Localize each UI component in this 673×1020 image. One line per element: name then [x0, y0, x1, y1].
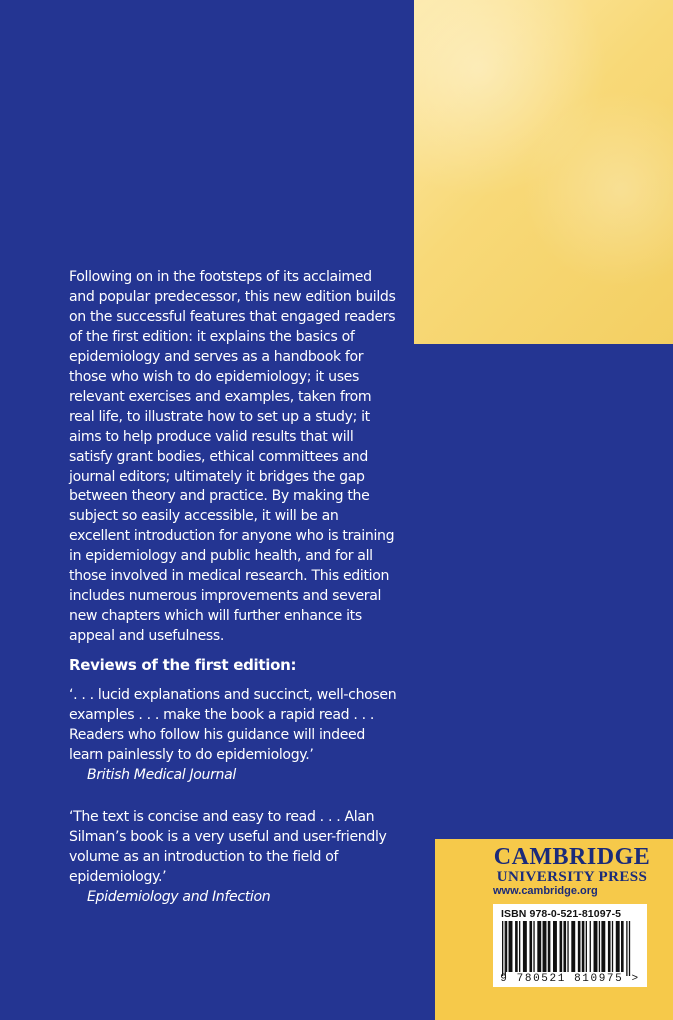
- barcode-bar: [533, 921, 534, 972]
- barcode-bar: [509, 921, 513, 972]
- publisher-url: www.cambridge.org: [493, 885, 598, 897]
- barcode-bar: [515, 921, 518, 972]
- barcode-bar: [543, 921, 547, 972]
- decorative-yellow-panel: [414, 0, 673, 344]
- review-source: Epidemiology and Infection: [87, 888, 271, 905]
- barcode-bar: [571, 921, 575, 972]
- barcode-bar: [629, 921, 630, 976]
- barcode-bar: [601, 921, 605, 972]
- barcode-bar: [505, 921, 506, 976]
- publisher-name-line2: UNIVERSITY PRESS: [496, 869, 648, 885]
- barcode-bar: [506, 921, 507, 972]
- review-quote: ‘. . . lucid explanations and succinct, well-chosen examples . . . make the book a rapid read . . . Readers who follow his guidance will indeed learn painlessly to do epidemiology.’: [69, 687, 397, 763]
- barcode-bar: [578, 921, 581, 972]
- barcode-bar: [519, 921, 520, 972]
- barcode-bar: [548, 921, 551, 972]
- barcode-bar: [523, 921, 527, 972]
- barcode-bar: [582, 921, 585, 972]
- barcode-bar: [537, 921, 541, 972]
- barcode-bar: [586, 921, 587, 972]
- barcode-bar: [608, 921, 611, 972]
- isbn-label: ISBN 978-0-521-81097-5: [501, 908, 622, 920]
- review-quote: ‘The text is concise and easy to read . . . Alan Silman’s book is a very useful and user-friendly volume as an introduction to the field of epidemiology.’: [69, 809, 387, 885]
- review-source: British Medical Journal: [87, 766, 236, 783]
- barcode-panel: [493, 904, 647, 987]
- barcode-bar: [502, 921, 503, 976]
- barcode-bar: [529, 921, 532, 972]
- barcode-bar: [599, 921, 600, 972]
- barcode-digits: 9 780521 810975 >: [500, 973, 640, 985]
- book-description: [69, 268, 399, 647]
- barcode-bar: [567, 921, 568, 972]
- barcode-bar: [590, 921, 591, 972]
- barcode-bar: [553, 921, 557, 972]
- review-item: [69, 808, 399, 908]
- barcode-bar: [626, 921, 627, 976]
- barcode-bar: [563, 921, 566, 972]
- barcode-bar: [621, 921, 624, 972]
- barcode-bar: [594, 921, 598, 972]
- review-item: [69, 686, 399, 786]
- barcode-bar: [560, 921, 563, 972]
- barcode-bar: [612, 921, 613, 972]
- blurb-text: Following on in the footsteps of its acclaimed and popular predecessor, this new edition builds on the successful features that engaged readers of the first edition: it explains the basics of epidemiology and serves as a handbook for those who wish to do epidemiology; it uses relevant exercises and examples, taken from real life, to illustrate how to set up a study; it aims to help produce valid results that will satisfy grant bodies, ethical committees and journal editors; ultimately it bridges the gap between theory and practice. By making the subject so easily accessible, it will be an excellent introduction for anyone who is training in epidemiology and public health, and for all those involved in medical research. This edition includes numerous improvements and several new chapters which will further enhance its appeal and usefulness.: [69, 269, 396, 645]
- publisher-logo: [492, 845, 652, 885]
- publisher-name-line1: CAMBRIDGE: [493, 844, 651, 870]
- reviews-heading: Reviews of the first edition:: [69, 656, 297, 674]
- barcode-bar: [616, 921, 620, 972]
